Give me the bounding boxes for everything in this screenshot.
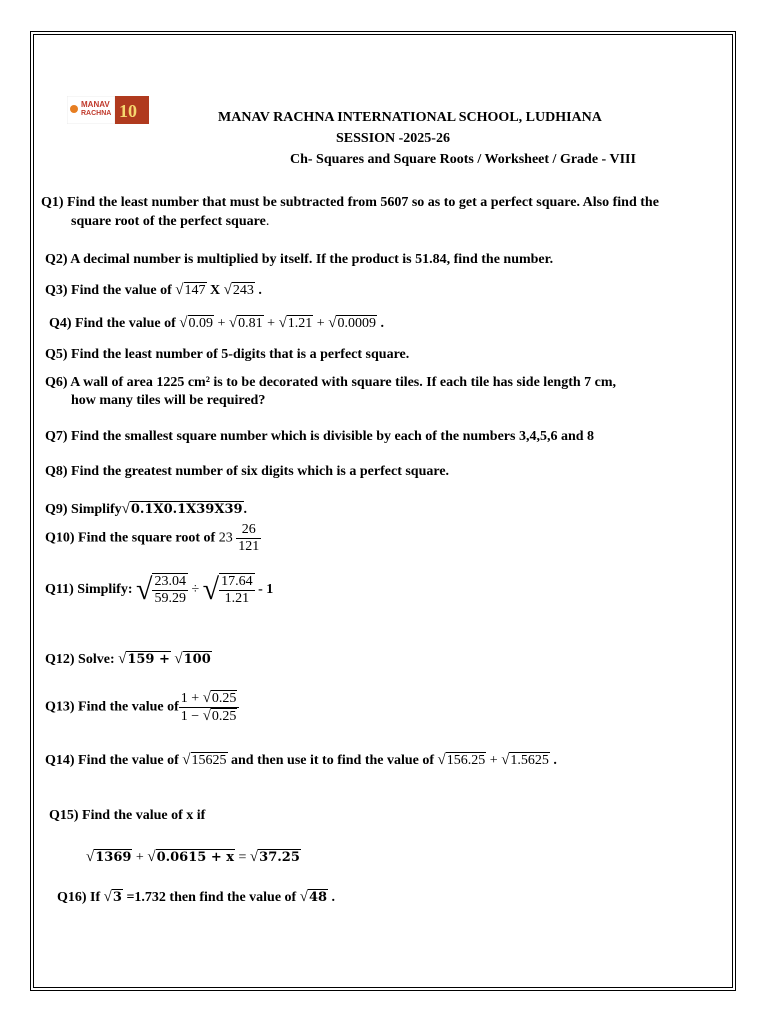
question-15: Q15) Find the value of x if xyxy=(49,808,206,823)
question-11: Q11) Simplify: √ $\frac{23.04}{59.29}$ ÷ √ $\frac{17.64}{1.21}$ - 1 xyxy=(45,573,274,606)
chapter-title: Ch- Squares and Square Roots / Worksheet / Grade - VIII xyxy=(290,152,636,167)
question-15-equation: √1369 + √0.0615 + x = √37.25 xyxy=(86,849,300,865)
logo-badge: 10 xyxy=(119,101,137,121)
logo-text-1: MANAV xyxy=(81,100,110,109)
question-9: Q9) Simplify√0.1X0.1X39X39. xyxy=(45,501,248,517)
question-8: Q8) Find the greatest number of six digits which is a perfect square. xyxy=(45,464,450,479)
question-1-line-1: Q1) Find the least number that must be subtracted from 5607 so as to get a perfect square. Also find the xyxy=(41,195,659,210)
question-14: Q14) Find the value of √15625 and then use it to find the value of √156.25 + √1.5625 . xyxy=(45,752,557,768)
question-4: Q4) Find the value of √0.09 + √0.81 + √1.21 + √0.0009 . xyxy=(49,315,384,331)
question-7: Q7) Find the smallest square number which is divisible by each of the numbers 3,4,5,6 and 8 xyxy=(45,429,595,444)
question-6-line-2: how many tiles will be required? xyxy=(71,393,266,408)
question-2: Q2) A decimal number is multiplied by itself. If the product is 51.84, find the number. xyxy=(45,252,554,267)
question-13: Q13) Find the value of $\frac{1 + √0.25}{1 - √0.25}$ xyxy=(45,690,239,725)
question-5: Q5) Find the least number of 5-digits that is a perfect square. xyxy=(45,347,410,362)
question-10: Q10) Find the square root of 23 $\frac{26}{121}$ xyxy=(45,522,260,554)
question-3: Q3) Find the value of √147 X √243 . xyxy=(45,282,262,298)
session-label: SESSION -2025-26 xyxy=(336,131,450,146)
school-name: MANAV RACHNA INTERNATIONAL SCHOOL, LUDHIANA xyxy=(218,110,602,125)
question-16: Q16) If √3 =1.732 then find the value of √48 . xyxy=(57,889,336,905)
logo-text-2: RACHNA xyxy=(81,110,112,117)
question-1-line-2: square root of the perfect square. xyxy=(71,214,270,229)
question-6-line-1: Q6) A wall of area 1225 cm² is to be decorated with square tiles. If each tile has side length 7 cm, xyxy=(45,375,617,390)
school-logo xyxy=(67,96,149,124)
question-12: Q12) Solve: √159 + √100 xyxy=(45,651,211,667)
